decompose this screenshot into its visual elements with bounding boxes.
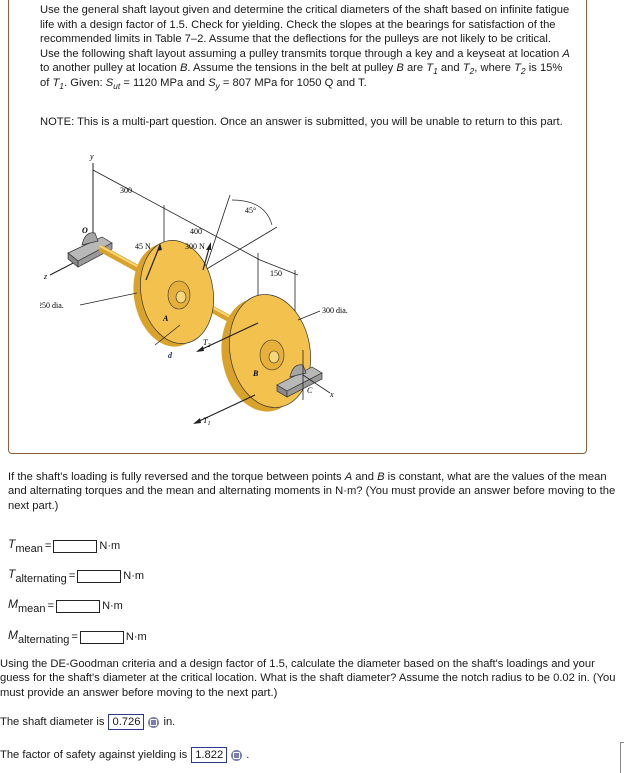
axis-x-label: x	[330, 390, 334, 399]
t-alternating-label: Talternating	[8, 567, 67, 585]
shaft-diameter-value[interactable]: 0.726	[108, 714, 144, 730]
diameter-a-label: 250 dia.	[40, 301, 64, 310]
t-mean-input[interactable]	[53, 540, 97, 553]
note-text: NOTE: This is a multi-part question. Once an answer is submitted, you will be unable to return to this part.	[40, 116, 563, 128]
axis-y-label: y	[90, 152, 94, 161]
adjacent-panel-edge	[620, 742, 624, 773]
m-alternating-input[interactable]	[80, 631, 124, 644]
t-alternating-input[interactable]	[77, 570, 121, 583]
question-1-text: If the shaft's loading is fully reversed and the torque between points A and B is constant, what are the values of the mean and alternating torques and the mean and alternating moments in N·m? (You must provide an answer before moving to the next part.)	[8, 471, 616, 512]
axis-z-label: z	[44, 272, 48, 281]
tension-t2-label: $T_2$	[203, 338, 211, 349]
dimension-400: 400	[190, 227, 202, 236]
t-alternating-row	[8, 566, 144, 586]
force-45n-label: 45 N	[135, 242, 151, 251]
m-alternating-label: Malternating	[8, 628, 70, 646]
diameter-b-label: 300 dia.	[322, 306, 348, 315]
t-mean-label: Tmean	[8, 537, 43, 555]
problem-intro-text: Use the general shaft layout given and determine the critical diameters of the shaft based on infinite fatigue life with a design factor of 1.5. Check for yielding. Check the slopes at the bearings for satisfaction of the recommended limits in Table 7–2. Assume that the deflections for the pulleys are not likely to be critical. Use the following shaft layout assuming a pulley transmits torque through a key and a keyseat at location A to another pulley at location B. Assume the tensions in the belt at pulley B are $T_1$ and $T_2$, where $T_2$ is 15% of $T_1$. Given: $S_{ut} = 1120$ MPa and $S_y = 807$ MPa for 1050 Q and T.	[40, 4, 570, 91]
label-a: A	[163, 314, 169, 323]
question-2-text: Using the DE-Goodman criteria and a design factor of 1.5, calculate the diameter based on the shaft's loadings and your guess for the shaft's diameter at the critical location. What is the shaft diameter? Assume the notch radius to be 0.02 in. (You must provide an answer before moving to the next part.)	[0, 658, 616, 699]
shaft-layout-diagram	[40, 145, 380, 435]
origin-label: O	[82, 226, 88, 235]
m-mean-label: Mmean	[8, 597, 46, 615]
factor-of-safety-label: The factor of safety against yielding is	[0, 749, 188, 761]
multi-part-note	[40, 115, 570, 129]
period: .	[246, 749, 250, 761]
unit-label: N·m	[123, 570, 145, 582]
shaft-diameter-answer-row	[0, 714, 175, 730]
incorrect-icon	[231, 750, 242, 761]
equals-sign: =	[47, 600, 55, 612]
label-b: B	[253, 369, 259, 378]
dimension-150: 150	[270, 269, 282, 278]
label-d: d	[168, 351, 172, 360]
t-mean-row	[8, 536, 120, 556]
problem-intro	[40, 3, 570, 91]
factor-of-safety-value[interactable]: 1.822	[191, 747, 227, 763]
question-2-prompt	[0, 657, 620, 700]
incorrect-icon	[148, 717, 159, 728]
label-c: C	[307, 386, 313, 395]
force-300n-label: 300 N	[185, 242, 205, 251]
dimension-300: 300	[120, 186, 132, 195]
unit-label: N·m	[99, 540, 121, 552]
pulley-a	[126, 235, 222, 353]
factor-of-safety-answer-row	[0, 747, 249, 763]
unit-label: N·m	[102, 600, 123, 612]
angle-45-label: 45°	[245, 206, 257, 215]
shaft-diameter-unit: in.	[163, 716, 176, 728]
m-alternating-row	[8, 627, 147, 647]
equals-sign: =	[68, 570, 76, 582]
m-mean-row	[8, 596, 123, 616]
unit-label: N·m	[125, 631, 147, 643]
shaft-diameter-label: The shaft diameter is	[0, 716, 105, 728]
question-1-prompt	[8, 470, 618, 513]
equals-sign: =	[44, 540, 52, 552]
m-mean-input[interactable]	[56, 600, 100, 613]
equals-sign: =	[71, 631, 78, 643]
tension-t1-label: $T_1$	[203, 416, 211, 427]
